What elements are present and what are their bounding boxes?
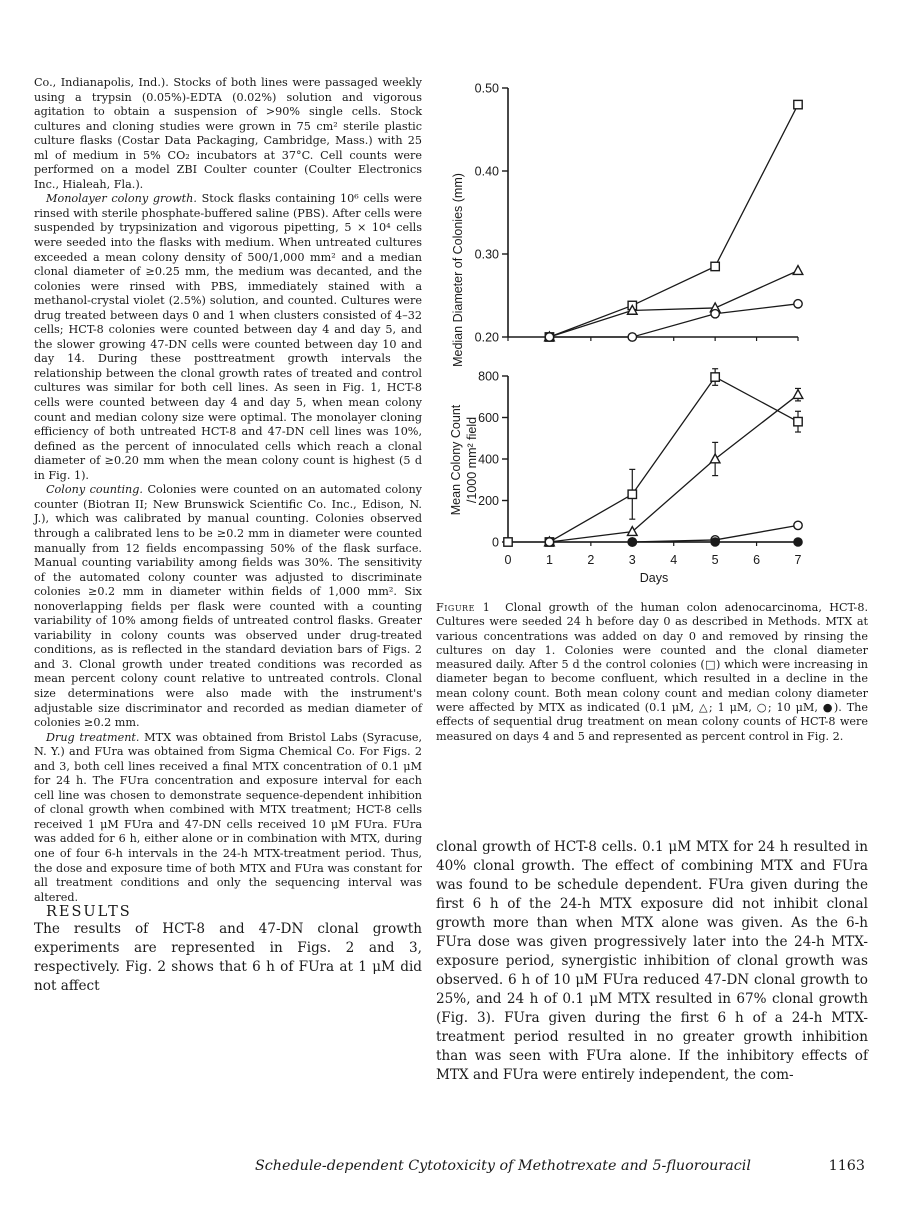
monolayer-paragraph [34, 192, 422, 483]
top-chart-series-line-0 [549, 105, 798, 337]
bottom-chart-point-circle [545, 538, 553, 546]
top-chart-point-circle [711, 310, 719, 318]
monolayer-body: Stock flasks containing 10⁶ cells were rinsed with sterile phosphate-buffered saline (PBS). After cells were suspended by trypsinization and vigorous pipetting, 5 × 10⁴ cells were seeded into the flasks with medium. When untreated cultures exceeded a mean colony density of 500/1,000 mm² and a median clonal diameter of ≥0.25 mm, the medium was decanted, and the colonies were rinsed with PBS, immediately stained with a methanol-crystal violet (2.5%) solution, and counted. Cultures were drug treated between days 0 and 1 when clusters consisted of 4–32 cells; HCT-8 colonies were counted between day 4 and day 5, and the slower growing 47-DN cells were counted between day 10 and day 14. During these posttreatment growth intervals the relationship between the clonal growth rates of treated and control cultures was similar for both cell lines. As seen in Fig. 1, HCT-8 cells were counted between day 4 and day 5, when mean colony count and median colony size were optimal. The monolayer cloning efficiency of both untreated HCT-8 and 47-DN cell lines was 10%, defined as the percent of innoculated cells which reach a clonal diameter of ≥0.20 mm when the mean colony count is highest (5 d in Fig. 1). [34, 192, 423, 482]
bottom-chart-y-tick-label: 800 [478, 369, 499, 384]
intro-paragraph: Co., Indianapolis, Ind.). Stocks of both lines were passaged weekly using a trypsin (0.05%)-EDTA (0.02%) solution and vigorous agitation to obtain a suspension of >90% single cells. Stock cultures and cloning studies were grown in 75 cm² sterile plastic culture flasks (Costar Data Packaging, Cambridge, Mass.) with 25 ml of medium in 5% CO₂ incubators at 37°C. Cell counts were performed on a model ZBI Coulter counter (Coulter Electronics Inc., Hialeah, Fla.). [34, 76, 422, 191]
drug-paragraph [34, 731, 422, 906]
bottom-chart-series-line-0 [508, 377, 798, 542]
figure-1 [436, 70, 816, 594]
left-column [34, 76, 422, 996]
top-chart-series-line-1 [549, 271, 798, 337]
bottom-chart-point-triangle [793, 390, 803, 399]
bottom-chart-point-square [504, 538, 512, 546]
bottom-chart-point-filled-circle [794, 538, 802, 546]
top-chart-point-square [794, 100, 802, 108]
bottom-chart-y-tick-label: 400 [478, 452, 499, 467]
top-chart-y-tick-label: 0.50 [474, 81, 499, 96]
running-title: Schedule-dependent Cytotoxicity of Methotrexate and 5-fluorouracil [255, 1158, 751, 1174]
bottom-chart-point-square [794, 417, 802, 425]
bottom-chart-point-square [711, 373, 719, 381]
bottom-chart-x-tick-label: 6 [753, 553, 761, 567]
top-chart-point-circle [545, 333, 553, 341]
figure-label: Figure 1 [436, 601, 491, 614]
bottom-chart-point-filled-circle [711, 538, 719, 546]
counting-body: Colonies were counted on an automated colony counter (Biotran II; New Brunswick Scientific Co. Inc., Edison, N. J.), which was calibrated by manual counting. Colonies observed through a calibrated lens to be ≥0.2 mm in diameter were counted manually from 12 fields encompassing 50% of the flask surface. Manual counting variability among fields was 30%. The sensitivity of the automated colony counter was adjusted to discriminate colonies ≥0.2 mm in diameter within fields of 1,000 mm². Six nonoverlapping fields per flask were counted with a counting variability of 10% among fields of untreated control flasks. Greater variability in colony counts was observed under drug-treated conditions, as is reflected in the standard deviation bars of Figs. 2 and 3. Clonal growth under treated conditions was recorded as mean percent colony count relative to untreated controls. Clonal size determinations were also made with the instrument's adjustable size discriminator and recorded as median diameter of colonies ≥0.2 mm. [34, 483, 422, 730]
bottom-chart-x-tick-label: 3 [628, 553, 636, 567]
bottom-chart-ylabel-1: Mean Colony Count [449, 404, 463, 516]
bottom-chart-point-circle [794, 521, 802, 529]
top-chart-y-tick-label: 0.30 [474, 247, 499, 262]
top-chart-point-square [711, 262, 719, 270]
bottom-chart-series-line-2 [549, 525, 798, 542]
top-chart-point-circle [628, 333, 636, 341]
caption-text: Clonal growth of the human colon adenocarcinoma, HCT-8. Cultures were seeded 24 h before day 0 as described in Methods. MTX at various concentrations was added on day 0 and removed by rinsing the cultures on day 1. Colonies were counted and the clonal diameter measured daily. After 5 d the control colonies (□) which were increasing in diameter began to become confluent, which resulted in a decline in the mean colony count. Both mean colony count and median colony diameter were affected by MTX as indicated (0.1 μM, △; 1 μM, ○; 10 μM, ●). The effects of sequential drug treatment on mean colony counts of HCT-8 were measured on days 4 and 5 and represented as percent control in Fig. 2. [436, 601, 869, 743]
top-chart-y-tick-label: 0.20 [474, 330, 499, 345]
bottom-chart-y-tick-label: 0 [492, 535, 499, 550]
results-heading: RESULTS [46, 904, 132, 921]
counting-paragraph [34, 483, 422, 730]
bottom-chart-x-tick-label: 2 [587, 553, 595, 567]
page-footer [255, 1158, 865, 1174]
drug-heading: Drug treatment. [46, 730, 140, 744]
top-chart-y-tick-label: 0.40 [474, 164, 499, 179]
figure-1-chart [436, 70, 816, 590]
top-chart-point-circle [794, 300, 802, 308]
results-paragraph: The results of HCT-8 and 47-DN clonal growth experiments are represented in Figs. 2 and 3, respectively. Fig. 2 shows that 6 h of FUra at 1 μM did not affect [34, 920, 422, 994]
bottom-chart-ylabel-2: /1000 mm² field [465, 416, 479, 504]
bottom-chart-point-square [628, 490, 636, 498]
bottom-chart-y-tick-label: 600 [478, 411, 499, 425]
top-chart-point-triangle [793, 266, 803, 275]
bottom-chart-x-tick-label: 1 [545, 553, 553, 567]
page-number: 1163 [828, 1158, 865, 1174]
bottom-chart-x-tick-label: 5 [711, 553, 719, 567]
figure-caption [436, 601, 868, 744]
bottom-chart-x-tick-label: 0 [504, 553, 512, 567]
drug-body: MTX was obtained from Bristol Labs (Syracuse, N. Y.) and FUra was obtained from Sigma Chemical Co. For Figs. 2 and 3, both cell lines received a final MTX concentration of 0.1 μM for 24 h. The FUra concentration and exposure interval for each cell line was chosen to demonstrate sequence-dependent inhibition of clonal growth when combined with MTX treatment; HCT-8 cells received 1 μM FUra and 47-DN cells received 10 μM FUra. FUra was added for 6 h, either alone or in combination with MTX, during one of four 6-h intervals in the 24-h MTX-treatment period. Thus, the dose and exposure time of both MTX and FUra was constant for all treatment conditions and only the sequencing interval was altered. [34, 730, 423, 904]
counting-heading: Colony counting. [46, 483, 143, 497]
bottom-chart-point-filled-circle [628, 538, 636, 546]
bottom-chart-x-tick-label: 7 [794, 553, 802, 567]
bottom-chart-y-tick-label: 200 [478, 494, 499, 508]
monolayer-heading: Monolayer colony growth. [46, 192, 197, 206]
top-chart-ylabel: Median Diameter of Colonies (mm) [451, 173, 465, 367]
bottom-chart-point-triangle [710, 454, 720, 463]
right-column-paragraph: clonal growth of HCT-8 cells. 0.1 μM MTX for 24 h resulted in 40% clonal growth. The effect of combining MTX and FUra was found to be schedule dependent. FUra given during the first 6 h of the 24-h MTX exposure did not inhibit clonal growth more than when MTX alone was given. As the 6-h FUra dose was given progressively later into the 24-h MTX-exposure period, synergistic inhibition of clonal growth was observed. 6 h of 10 μM FUra reduced 47-DN clonal growth to 25%, and 24 h of 0.1 μM MTX resulted in 67% clonal growth (Fig. 3). FUra given during the first 6 h of a 24-h MTX-treatment period resulted in no greater growth inhibition than was seen with FUra alone. If the inhibitory effects of MTX and FUra were entirely independent, the com- [436, 839, 868, 1083]
x-axis-label: Days [639, 571, 669, 585]
bottom-chart-x-tick-label: 4 [670, 553, 678, 567]
